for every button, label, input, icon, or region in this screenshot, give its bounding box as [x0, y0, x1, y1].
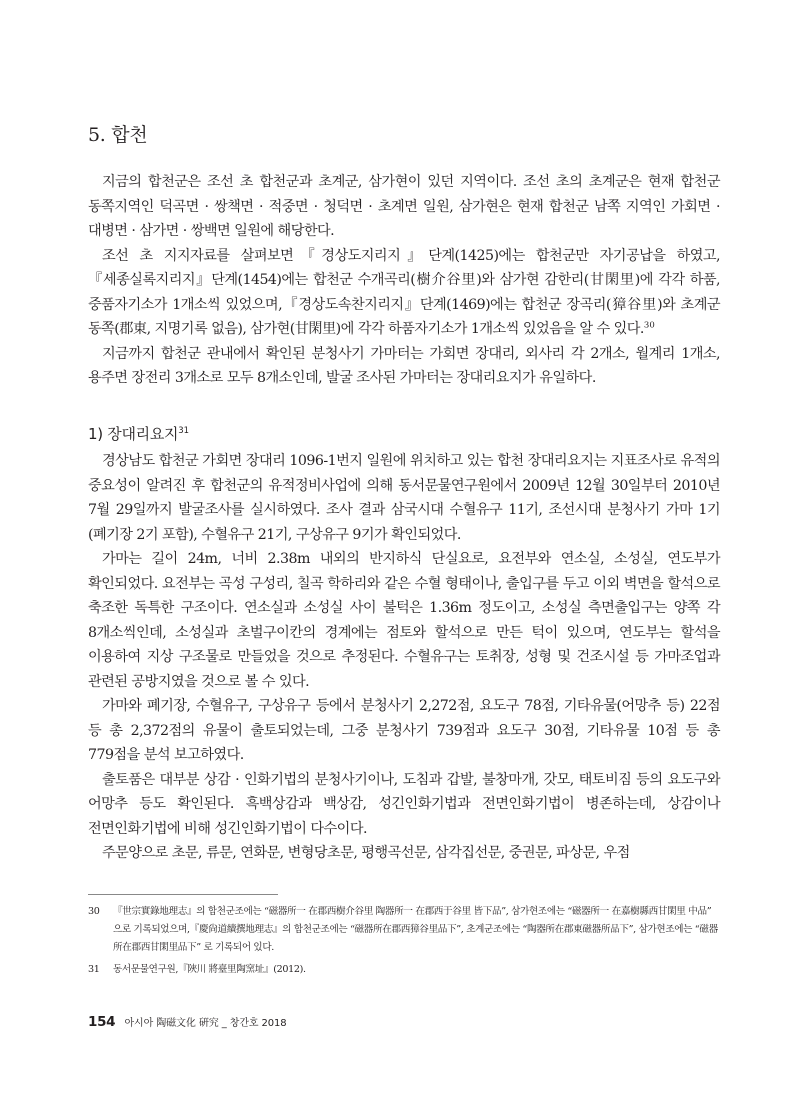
footnote-text: 『世宗實錄地理志』의 합천군조에는 “磁器所一 在郡西樹介谷里 陶器所一 在郡西于谷里 皆下品”, 삼가현조에는 “磁器所一 在嘉樹縣西甘閑里 中品” 으로 기록되었으며,『慶尙道續撰地理志』의 합천군조에는 “磁器所在郡西獐谷里品下”, 초계군조에는 “陶器所在郡東磁器所品下”, 삼가현조에는 “磁器所在郡西甘閑里品下” 로 기록되어 있다. — [113, 906, 718, 953]
running-footer: 아시아 陶磁文化 硏究 _ 창간호 2018 — [124, 1018, 287, 1029]
paragraph: 조선 초 지지자료를 살펴보면『경상도지리지』단계(1425)에는 합천군만 자기공납을 하였고,『세종실록지리지』단계(1454)에는 합천군 수개곡리(樹介谷里)와 삼가현 감한리(甘閑里)에 각각 하품, 중품자기소가 1개소씩 있었으며,『경상도속찬지리지』단계(1469)에는 합천군 장곡리(獐谷里)와 초계군 동쪽(郡東, 지명기록 없음), 삼가현(甘閑里)에 각각 하품자기소가 1개소씩 있었음을 알 수 있다.$^{30}$ — [88, 247, 720, 337]
paragraph: 지금의 합천군은 조선 초 합천군과 초계군, 삼가현이 있던 지역이다. 조선 초의 초계군은 현재 합천군 동쪽지역인 덕곡면 · 쌍책면 · 적중면 · 청덕면 · 초계면 일원, 삼가현은 현재 합천군 남쪽 지역인 가회면 · 대병면 · 삼가면 · 쌍백면 일원에 해당한다. — [88, 174, 720, 239]
paragraph: 지금까지 합천군 관내에서 확인된 분청사기 가마터는 가회면 장대리, 외사리 각 2개소, 월계리 1개소, 용주면 장전리 3개소로 모두 8개소인데, 발굴 조사된 가마터는 장대리요지가 유일하다. — [88, 345, 720, 386]
paragraph: 경상남도 합천군 가회면 장대리 1096-1번지 일원에 위치하고 있는 합천 장대리요지는 지표조사로 유적의 중요성이 알려진 후 합천군의 유적정비사업에 의해 동서문물연구원에서 2009년 12월 30일부터 2010년 7월 29일까지 발굴조사를 실시하였다. 조사 결과 삼국시대 수혈유구 11기, 조선시대 분청사기 가마 1기(폐기장 2기 포함), 수혈유구 21기, 구상유구 9기가 확인되었다. — [88, 453, 720, 543]
page-footer — [88, 1014, 287, 1030]
footnote — [88, 961, 720, 979]
footnote-number: 31 — [88, 964, 100, 975]
footnote-number: 30 — [88, 906, 100, 917]
page-number: 154 — [88, 1014, 116, 1030]
subsection-title: 1) 장대리요지$^{31}$ — [88, 425, 190, 443]
footnotes — [88, 903, 720, 983]
paragraph: 가마와 폐기장, 수혈유구, 구상유구 등에서 분청사기 2,272점, 요도구 78점, 기타유물(어망추 등) 22점 등 총 2,372점의 유물이 출토되었는데, 그중 분청사기 739점과 요도구 30점, 기타유물 10점 등 총 779점을 분석 보고하였다. — [88, 698, 720, 763]
footnote-ref: 30 — [643, 320, 655, 331]
footnote-text: 동서문물연구원,『陜川 將臺里陶窯址』(2012). — [113, 964, 306, 975]
footnote-ref: 31 — [178, 426, 190, 436]
paragraph: 출토품은 대부분 상감 · 인화기법의 분청사기이나, 도침과 갑발, 불창마개, 갓모, 태토비짐 등의 요도구와 어망추 등도 확인된다. 흑백상감과 백상감, 성긴인화기법과 전면인화기법이 병존하는데, 상감이나 전면인화기법에 비해 성긴인화기법이 다수이다. — [88, 771, 720, 837]
footnote — [88, 903, 720, 957]
paragraph: 가마는 길이 24m, 너비 2.38m 내외의 반지하식 단실요로, 요전부와 연소실, 소성실, 연도부가 확인되었다. 요전부는 곡성 구성리, 칠곡 학하리와 같은 수혈 형태이나, 출입구를 두고 이외 벽면을 할석으로 축조한 독특한 구조이다. 연소실과 소성실 사이 불턱은 1.36m 정도이고, 소성실 측면출입구는 양쪽 각 8개소씩인데, 소성실과 초벌구이칸의 경계에는 점토와 할석으로 만든 턱이 있으며, 연도부는 할석을 이용하여 지상 구조물로 만들었을 것으로 추정된다. 수혈유구는 토취장, 성형 및 건조시설 등 가마조업과 관련된 공방지였을 것으로 볼 수 있다. — [88, 551, 720, 690]
section-title: 5. 합천 — [88, 124, 148, 146]
paragraph: 주문양으로 초문, 류문, 연화문, 변형당초문, 평행곡선문, 삼각집선문, 중권문, 파상문, 우점 — [102, 845, 630, 861]
main-text-block — [88, 449, 720, 866]
intro-text-block — [88, 170, 720, 391]
footnote-divider — [88, 894, 278, 895]
